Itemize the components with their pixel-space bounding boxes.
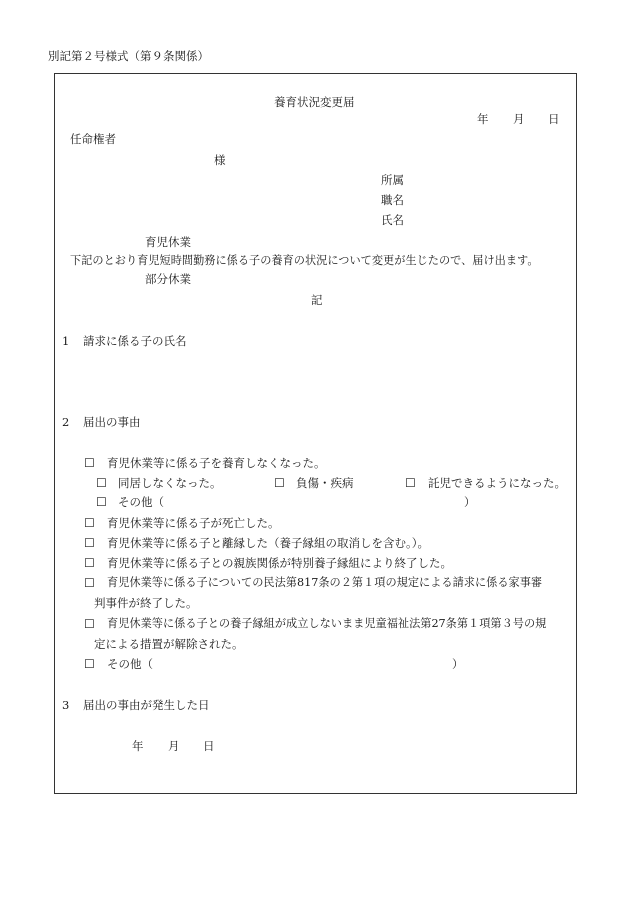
section2-label: 届出の事由: [83, 415, 141, 429]
checkbox-reason1-sub-other[interactable]: ☐: [96, 495, 107, 509]
reason1-sub-b-text: 負傷・疾病: [296, 476, 354, 490]
applicant-affiliation-label: 所属: [381, 173, 404, 187]
checkbox-reason1-sub-b[interactable]: ☐: [274, 476, 285, 490]
section3-label: 届出の事由が発生した日: [83, 698, 210, 712]
date-month-label: 月: [513, 112, 525, 126]
date-day-label: 日: [548, 112, 560, 126]
section1-label: 請求に係る子の氏名: [83, 334, 187, 348]
applicant-name-label: 氏名: [381, 213, 404, 227]
intro-option-childcare-leave: 育児休業: [145, 235, 191, 249]
checkbox-reason1[interactable]: ☐: [84, 456, 95, 470]
section3-month-label: 月: [168, 739, 180, 753]
section2-number: 2: [62, 415, 70, 429]
checkbox-reason-other[interactable]: ☐: [84, 657, 95, 671]
section1-number: 1: [62, 334, 70, 348]
reason3-text: 育児休業等に係る子と離縁した（養子縁組の取消しを含む。）。: [107, 536, 429, 550]
reason2-text: 育児休業等に係る子が死亡した。: [107, 516, 280, 530]
reason1-sub-other-open: その他（: [118, 495, 164, 509]
reason6-text-line2: 定による措置が解除された。: [94, 637, 244, 651]
applicant-position-label: 職名: [381, 193, 404, 207]
reason-other-close: ）: [452, 657, 464, 671]
intro-option-partial-leave: 部分休業: [145, 272, 191, 286]
recipient-honorific: 様: [214, 153, 226, 167]
reason1-sub-c-text: 託児できるようになった。: [428, 476, 566, 490]
form-frame: [54, 73, 577, 794]
form-number: 別記第２号様式（第９条関係）: [48, 49, 209, 63]
checkbox-reason3[interactable]: ☐: [84, 536, 95, 550]
checkbox-reason2[interactable]: ☐: [84, 516, 95, 530]
reason5-text-line2: 判事件が終了した。: [94, 596, 198, 610]
reason4-text: 育児休業等に係る子との親族関係が特別養子縁組により終了した。: [107, 556, 452, 570]
section3-year-label: 年: [132, 739, 144, 753]
checkbox-reason6[interactable]: ☐: [84, 617, 95, 631]
checkbox-reason4[interactable]: ☐: [84, 556, 95, 570]
checkbox-reason5[interactable]: ☐: [84, 576, 95, 590]
ki-heading: 記: [311, 293, 323, 307]
intro-statement: 下記のとおり育児短時間勤務に係る子の養育の状況について変更が生じたので、届け出ます。: [70, 254, 539, 267]
checkbox-reason1-sub-c[interactable]: ☐: [405, 476, 416, 490]
reason5-text-line1: 育児休業等に係る子についての民法第817条の２第１項の規定による請求に係る家事審: [107, 576, 543, 589]
date-year-label: 年: [477, 112, 489, 126]
checkbox-reason1-sub-a[interactable]: ☐: [96, 476, 107, 490]
reason1-sub-other-close: ）: [464, 495, 476, 509]
recipient-authority: 任命権者: [70, 132, 116, 146]
reason1-text: 育児休業等に係る子を養育しなくなった。: [107, 456, 326, 470]
section3-day-label: 日: [203, 739, 215, 753]
reason-other-open: その他（: [107, 657, 153, 671]
reason1-sub-a-text: 同居しなくなった。: [118, 476, 222, 490]
form-title: 養育状況変更届: [274, 95, 355, 109]
section3-number: 3: [62, 698, 70, 712]
reason6-text-line1: 育児休業等に係る子との養子縁組が成立しないまま児童福祉法第27条第１項第３号の規: [107, 617, 547, 630]
